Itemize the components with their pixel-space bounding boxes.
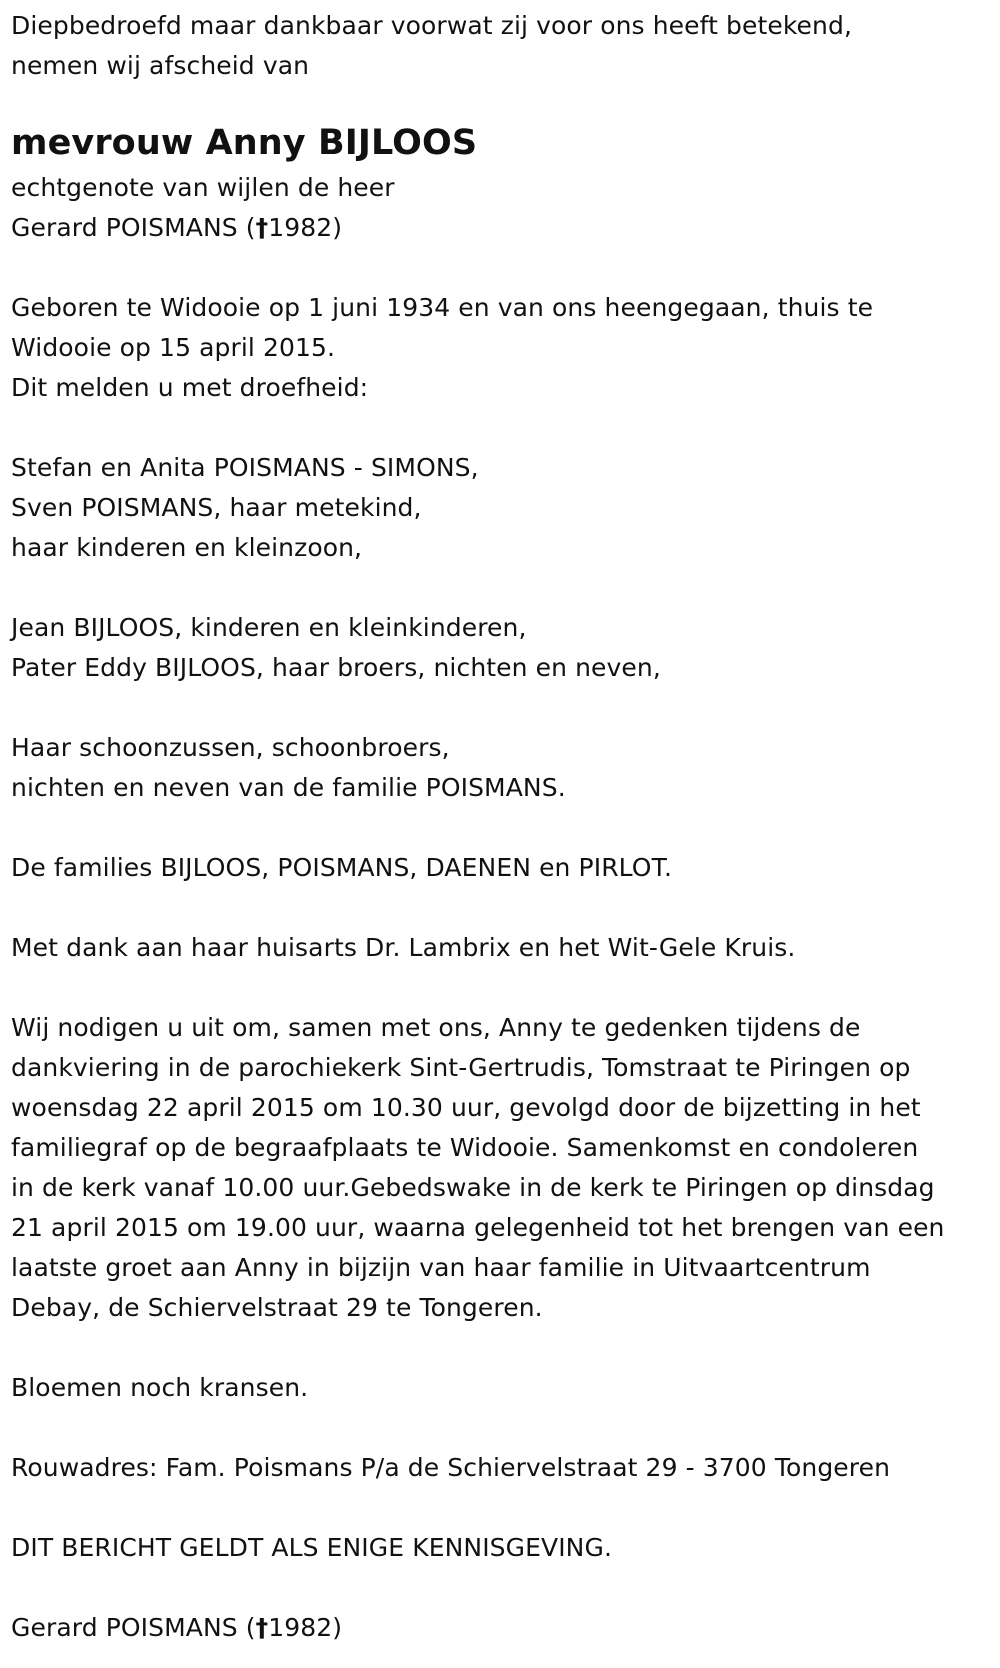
- spacer: [11, 1408, 996, 1448]
- family-line: nichten en neven van de familie POISMANS.: [11, 773, 566, 802]
- address-line: Rouwadres: Fam. Poismans P/a de Schiervelstraat 29 - 3700 Tongeren: [11, 1453, 891, 1482]
- notice-line: DIT BERICHT GELDT ALS ENIGE KENNISGEVING.: [11, 1533, 612, 1562]
- invitation-line: 21 april 2015 om 19.00 uur, waarna gelegenheid tot het brengen van een: [11, 1213, 945, 1242]
- intro-line-2: nemen wij afscheid van: [11, 51, 310, 80]
- birth-death-line-2: Widooie op 15 april 2015.: [11, 333, 336, 362]
- invitation-line: Wij nodigen u uit om, samen met ons, Anny te gedenken tijdens de: [11, 1013, 861, 1042]
- deceased-name: mevrouw Anny BIJLOOS: [11, 123, 478, 163]
- family-line: Jean BIJLOOS, kinderen en kleinkinderen,: [11, 613, 527, 642]
- spouse-line: [11, 208, 996, 248]
- spacer: [11, 1568, 996, 1608]
- spacer: [11, 248, 996, 288]
- spacer: [11, 1488, 996, 1528]
- spacer: [11, 408, 996, 448]
- families-line: De families BIJLOOS, POISMANS, DAENEN en PIRLOT.: [11, 853, 673, 882]
- footer-spouse-year: 1982): [268, 1613, 343, 1642]
- family-line: Haar schoonzussen, schoonbroers,: [11, 733, 450, 762]
- spouse-name: Gerard POISMANS (: [11, 213, 256, 242]
- invitation-line: familiegraf op de begraafplaats te Widooie. Samenkomst en condoleren: [11, 1133, 919, 1162]
- invitation-line: in de kerk vanaf 10.00 uur.Gebedswake in de kerk te Piringen op dinsdag: [11, 1173, 935, 1202]
- invitation-line: dankviering in de parochiekerk Sint-Gertrudis, Tomstraat te Piringen op: [11, 1053, 911, 1082]
- family-line: Pater Eddy BIJLOOS, haar broers, nichten en neven,: [11, 653, 661, 682]
- thanks-line: Met dank aan haar huisarts Dr. Lambrix en het Wit-Gele Kruis.: [11, 933, 796, 962]
- spacer: [11, 568, 996, 608]
- invitation-line: woensdag 22 april 2015 om 10.30 uur, gevolgd door de bijzetting in het: [11, 1093, 921, 1122]
- spacer: [11, 968, 996, 1008]
- spacer: [11, 888, 996, 928]
- spacer: [11, 1328, 996, 1368]
- invitation-line: Debay, de Schiervelstraat 29 te Tongeren.: [11, 1293, 543, 1322]
- cross-icon: †: [255, 213, 269, 242]
- family-line: Stefan en Anita POISMANS - SIMONS,: [11, 453, 479, 482]
- family-line: haar kinderen en kleinzoon,: [11, 533, 363, 562]
- footer-spouse-line: [11, 1608, 996, 1648]
- spacer: [11, 808, 996, 848]
- invitation-line: laatste groet aan Anny in bijzijn van haar familie in Uitvaartcentrum: [11, 1253, 871, 1282]
- intro-line-1: Diepbedroefd maar dankbaar voorwat zij voor ons heeft betekend,: [11, 11, 852, 40]
- family-line: Sven POISMANS, haar metekind,: [11, 493, 422, 522]
- flowers-line: Bloemen noch kransen.: [11, 1373, 309, 1402]
- footer-spouse-name: Gerard POISMANS (: [11, 1613, 256, 1642]
- cross-icon: †: [255, 1613, 269, 1642]
- spouse-year: 1982): [268, 213, 343, 242]
- birth-death-line-1: Geboren te Widooie op 1 juni 1934 en van ons heengegaan, thuis te: [11, 293, 874, 322]
- spacer: [11, 688, 996, 728]
- deceased-relation: echtgenote van wijlen de heer: [11, 173, 395, 202]
- announcement-line: Dit melden u met droefheid:: [11, 373, 369, 402]
